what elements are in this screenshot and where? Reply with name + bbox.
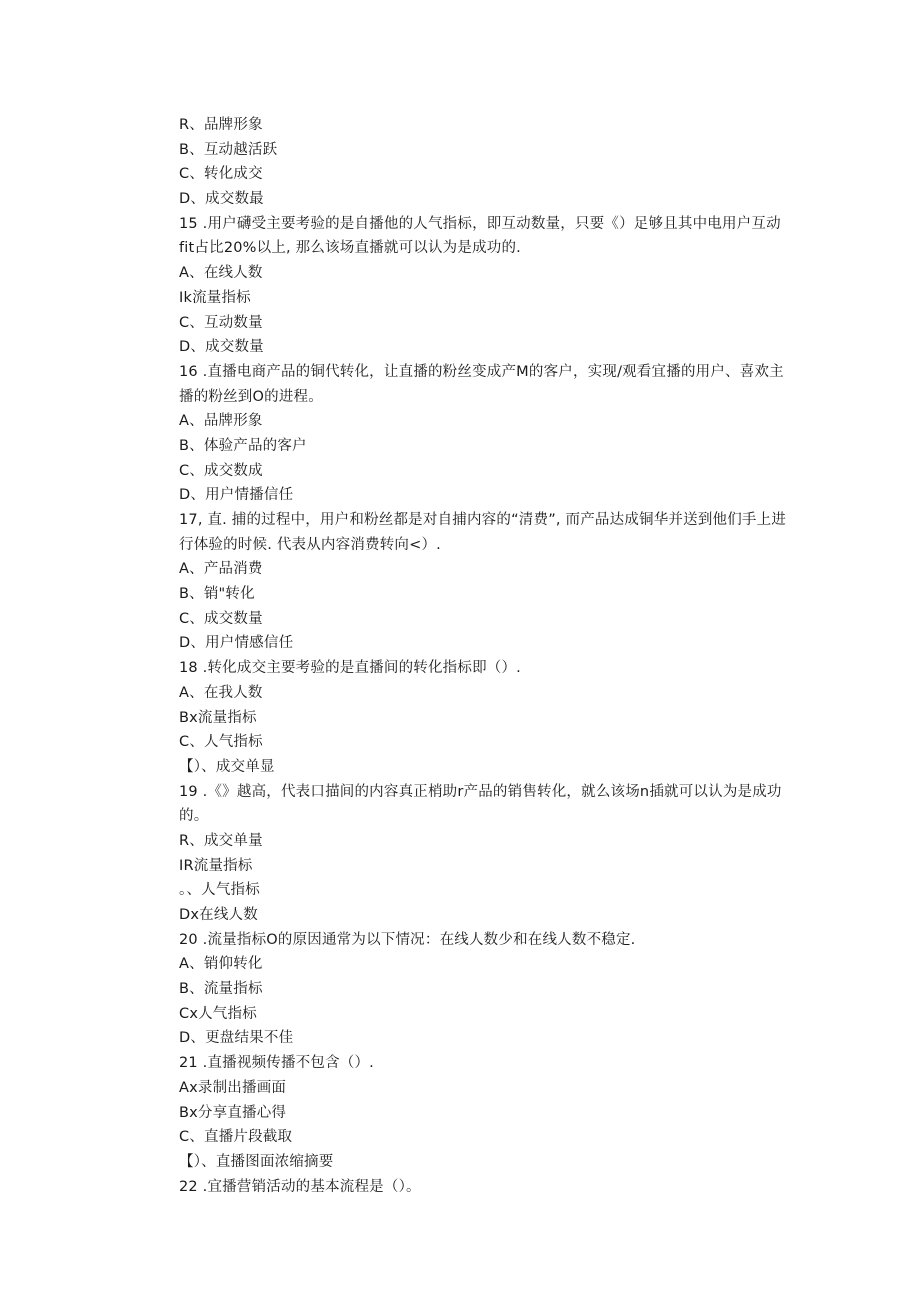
text-line: D、用户情播信任	[179, 487, 294, 504]
text-line: C、直播片段截取	[179, 1129, 293, 1146]
text-line: 。、人气指标	[179, 882, 260, 899]
text-line: 的。	[179, 808, 209, 825]
text-line: A、品牌形象	[179, 413, 263, 430]
text-line: 播的粉丝到O的进程。	[179, 388, 323, 405]
text-line: Ik流量指标	[179, 289, 251, 306]
text-line: B、流量指标	[179, 981, 263, 998]
text-line: 21 .直播视频传播不包含（）.	[179, 1055, 374, 1072]
text-line: 19 .《》越高，代表口描间的内容真正梢助r产品的销售转化，就么该场n插就可以认为是成功	[179, 783, 782, 800]
text-line: D、成交数量	[179, 339, 264, 356]
text-line: 行体验的时候. 代表从内容消费转向<）.	[179, 536, 441, 553]
text-line: A、在线人数	[179, 265, 263, 282]
text-line: Dx在线人数	[179, 907, 258, 923]
text-line: Cx人气指标	[179, 1005, 257, 1022]
text-line: A、销仰转化	[179, 956, 263, 973]
text-line: 15 .用户礴受主要考验的是自播他的人气指标，即互动数量，只要《）足够且其中电用户互动	[179, 215, 781, 232]
text-line: Bx流量指标	[179, 709, 257, 726]
text-line: B、互动越活跃	[179, 141, 278, 158]
text-line: A、产品消费	[179, 561, 263, 578]
text-line: Ax录制出播画面	[179, 1079, 287, 1096]
text-line: B、体验产品的客户	[179, 437, 307, 454]
text-line: 20 .流量指标O的原因通常为以下情况：在线人数少和在线人数不稳定.	[179, 931, 636, 948]
text-line: 【）、成交单显	[179, 758, 275, 775]
text-line: 22 .宜播营销活动的基本流程是（）。	[179, 1178, 421, 1195]
text-line: A、在我人数	[179, 684, 263, 701]
text-line: 18 .转化成交主要考验的是直播间的转化指标即（）.	[179, 660, 521, 677]
text-line: D、成交数最	[179, 191, 264, 208]
text-line: D、更盘结果不佳	[179, 1030, 294, 1047]
text-line: fit占比20%以上, 那么该场直播就可以认为是成功的.	[179, 240, 521, 257]
text-line: R、成交单量	[179, 832, 263, 849]
text-line: Bx分享直播心得	[179, 1104, 287, 1121]
text-line: B、销"转化	[179, 586, 255, 603]
text-line: C、转化成交	[179, 166, 263, 183]
text-line: C、成交数成	[179, 462, 263, 479]
text-line: 16 .直播电商产品的铜代转化，让直播的粉丝变成产M的客户，实现/观看宜播的用户、喜欢主	[179, 363, 784, 380]
text-line: 17, 直. 捕的过程中，用户和粉丝都是对自捕内容的“清费”, 而产品达成铜华并送到他们手上进	[179, 512, 787, 528]
text-line: R、品牌形象	[179, 117, 263, 133]
text-line: C、人气指标	[179, 734, 263, 751]
question-text-block	[179, 113, 839, 1199]
text-line: D、用户情感信任	[179, 635, 294, 652]
text-line: C、互动数量	[179, 314, 263, 331]
text-line: IR流量指标	[179, 857, 253, 874]
text-line: 【）、直播图面浓缩摘要	[179, 1153, 334, 1170]
text-line: C、成交数量	[179, 610, 263, 627]
